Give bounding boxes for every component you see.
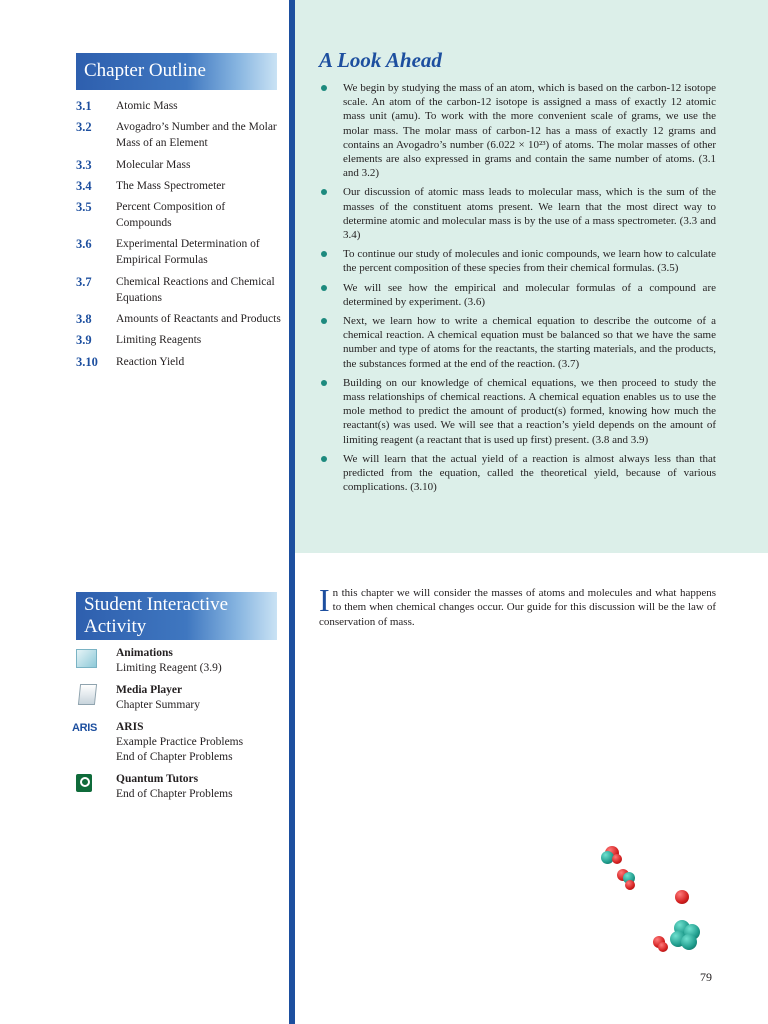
student-activity-list <box>72 646 281 809</box>
outline-item-title: Atomic Mass <box>116 100 178 112</box>
look-ahead-bullet: We will learn that the actual yield of a reaction is almost always less than that predicted from the equation, called the theoretical yield, because of various complications. (3.10) <box>319 452 716 495</box>
activity-link[interactable]: End of Chapter Problems <box>116 788 233 800</box>
outline-item-title: Avogadro’s Number and the Molar Mass of an Element <box>116 121 277 150</box>
chapter-outline-list <box>76 98 281 375</box>
outline-item-number: 3.5 <box>76 200 92 215</box>
outline-item[interactable] <box>76 119 281 151</box>
intro-text: n this chapter we will consider the masses of atoms and molecules and what happens to them when chemical changes occur. Our guide for this discussion will be the law of conservation of mass. <box>319 587 716 628</box>
outline-item[interactable] <box>76 98 281 114</box>
outline-item[interactable] <box>76 178 281 194</box>
look-ahead-bullet: Building on our knowledge of chemical equations, we then proceed to study the mass relationships of chemical reactions. A chemical equation enables us to use the mole method to predict the amount of product(s) formed, knowing how much the reactant(s) was used. We will see that a reaction’s yield depends on the amount of limiting reagent (a reactant that is used up first) present. (3.8 and 3.9) <box>319 376 716 447</box>
outline-item-number: 3.1 <box>76 99 92 113</box>
look-ahead-bullet: Our discussion of atomic mass leads to molecular mass, which is the sum of the masses of the constituent atoms present. We learn that the most direct way to determine atomic and molecular mass is by the use of a mass spectrometer. (3.3 and 3.4) <box>319 185 716 242</box>
activity-title: ARIS <box>116 721 144 733</box>
student-activity-heading <box>76 592 277 640</box>
drop-cap: I <box>319 582 330 618</box>
outline-item-number: 3.2 <box>76 120 92 135</box>
molecule-illustration <box>595 838 710 958</box>
aris-logo-text: ARIS <box>72 722 98 734</box>
outline-item-number: 3.10 <box>76 354 98 369</box>
activity-link[interactable]: Example Practice Problems <box>116 736 244 748</box>
look-ahead-bullets <box>319 81 716 499</box>
chapter-intro-paragraph <box>319 582 716 629</box>
chapter-outline-heading-text: Chapter Outline <box>84 60 206 81</box>
outline-item-title: Experimental Determination of Empirical Formulas <box>116 238 260 267</box>
look-ahead-title: A Look Ahead <box>319 48 442 72</box>
oxygen-atom <box>675 890 689 904</box>
activity-link[interactable]: End of Chapter Problems <box>116 751 233 763</box>
look-ahead-bullet: We will see how the empirical and molecular formulas of a compound are determined by experiment. (3.6) <box>319 281 716 309</box>
outline-item-number: 3.8 <box>76 312 92 327</box>
outline-item[interactable] <box>76 332 281 348</box>
outline-item[interactable] <box>76 199 281 231</box>
chapter-outline-heading <box>76 53 277 90</box>
student-activity-heading-line1: Student Interactive <box>84 594 229 615</box>
activity-item-media-player[interactable] <box>76 683 281 713</box>
quantum-tutors-icon <box>76 772 116 794</box>
outline-item-title: Chemical Reactions and Chemical Equations <box>116 275 275 304</box>
student-activity-heading-line2: Activity <box>84 616 147 637</box>
page-number: 79 <box>700 970 712 984</box>
outline-item-title: Amounts of Reactants and Products <box>116 313 281 326</box>
look-ahead-bullet: We begin by studying the mass of an atom, which is based on the carbon-12 isotope scale. An atom of the carbon-12 isotope is assigned a mass of exactly 12 atomic mass unit (amu). To work with the more convenient scale of grams, we use the molar mass. The molar mass of carbon-12 has a mass of exactly 12 grams and contains an Avogadro’s number (6.022 × 10²³) of atoms. The molar masses of other elements are also expressed in grams and contain the same number of atoms. (3.1 and 3.2) <box>319 81 716 180</box>
outline-item-number: 3.6 <box>76 237 92 252</box>
activity-link[interactable]: Chapter Summary <box>116 699 200 711</box>
outline-item-title: The Mass Spectrometer <box>116 179 226 192</box>
outline-item-number: 3.9 <box>76 333 92 348</box>
activity-title: Media Player <box>116 684 183 696</box>
activity-title: Animations <box>116 647 173 659</box>
outline-item-number: 3.7 <box>76 274 92 289</box>
look-ahead-bullet: Next, we learn how to write a chemical equation to describe the outcome of a chemical reaction. A chemical equation must be balanced so that we have the same number and type of atoms for the reactants, the starting materials, and the products, the substances formed at the end of the reaction. (3.7) <box>319 314 716 371</box>
outline-item[interactable] <box>76 311 281 327</box>
outline-item[interactable] <box>76 157 281 173</box>
outline-item[interactable] <box>76 354 281 370</box>
outline-item-title: Limiting Reagents <box>116 334 202 347</box>
activity-link[interactable]: Limiting Reagent (3.9) <box>116 662 222 674</box>
outline-item-number: 3.4 <box>76 178 92 193</box>
look-ahead-bullet: To continue our study of molecules and ionic compounds, we learn how to calculate the percent composition of these species from their chemical formulas. (3.5) <box>319 247 716 275</box>
outline-item-title: Reaction Yield <box>116 355 185 368</box>
oxygen-atom <box>612 854 622 864</box>
oxygen-atom <box>658 942 668 952</box>
activity-item-aris[interactable] <box>72 720 281 765</box>
oxygen-atom <box>625 880 635 890</box>
outline-item-number: 3.3 <box>76 157 92 172</box>
carbon-atom <box>681 934 697 950</box>
activity-item-quantum-tutors[interactable] <box>76 772 281 802</box>
outline-item-title: Percent Composition of Compounds <box>116 201 226 230</box>
outline-item[interactable] <box>76 236 281 268</box>
outline-item-title: Molecular Mass <box>116 158 191 171</box>
media-player-icon <box>76 683 116 705</box>
outline-item[interactable] <box>76 274 281 306</box>
animation-icon <box>76 646 116 668</box>
aris-logo-icon <box>72 720 116 742</box>
activity-item-animations[interactable] <box>76 646 281 676</box>
activity-title: Quantum Tutors <box>116 773 199 785</box>
